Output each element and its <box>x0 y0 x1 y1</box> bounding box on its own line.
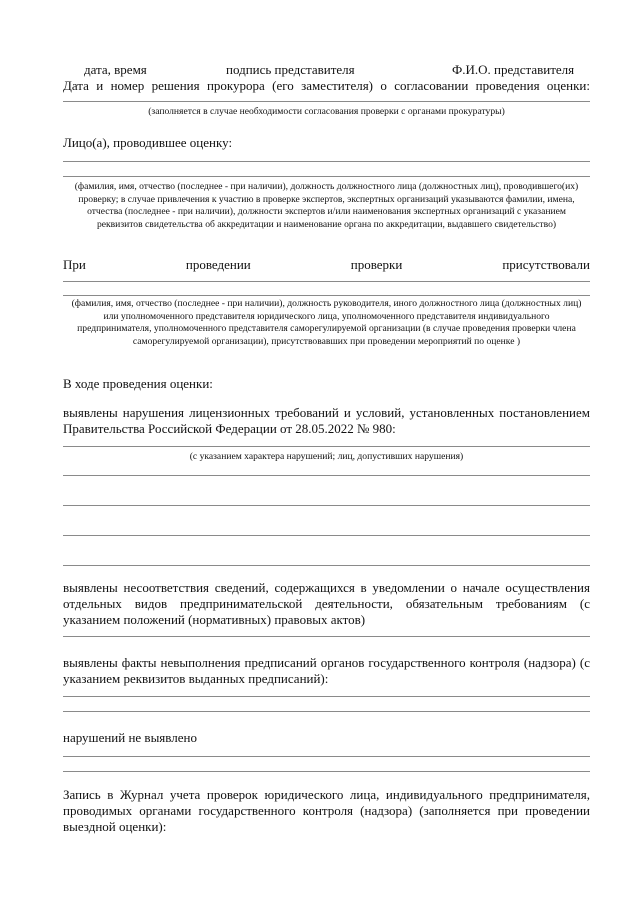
inconsistencies-line[interactable] <box>63 636 590 637</box>
date-time-label: дата, время <box>84 62 147 77</box>
assessor-line-1[interactable] <box>63 161 590 162</box>
present-word-1: При <box>63 257 86 272</box>
present-line-2[interactable] <box>63 295 590 296</box>
non-compliance-line-2[interactable] <box>63 711 590 712</box>
present-line-1[interactable] <box>63 281 590 282</box>
violations-line-4[interactable] <box>63 535 590 536</box>
present-word-3: проверки <box>350 257 403 272</box>
violations-line-1[interactable] <box>63 446 590 447</box>
assessor-line-2[interactable] <box>63 176 590 177</box>
non-compliance-line-1[interactable] <box>63 696 590 697</box>
inconsistencies-text: выявлены несоответствия сведений, содержащихся в уведомлении о начале осуществления отдельных видов предпринимательской деятельности, обязательным требованиям (с указанием положений (нормативных) правовых актов) <box>63 580 590 627</box>
present-word-4: присутствовали <box>502 257 590 272</box>
violations-text: выявлены нарушения лицензионных требований и условий, установленных постановлением Правительства Российской Федерации от 28.05.2022 № 980: <box>63 405 590 436</box>
violations-line-2[interactable] <box>63 475 590 476</box>
assessor-label: Лицо(а), проводившее оценку: <box>63 135 233 150</box>
non-compliance-text: выявлены факты невыполнения предписаний органов государственного контроля (надзора) (с указанием реквизитов выданных предписаний): <box>63 655 590 686</box>
signature-label: подпись представителя <box>226 62 355 77</box>
no-violations-line-1[interactable] <box>63 756 590 757</box>
present-word-2: проведении <box>185 257 251 272</box>
prosecutor-decision-line[interactable] <box>63 101 590 102</box>
prosecutor-decision-label: Дата и номер решения прокурора (его заместителя) о согласовании проведения оценки: <box>63 78 590 93</box>
no-violations-text: нарушений не выявлено <box>63 730 197 745</box>
violations-note: (с указанием характера нарушений; лиц, допустивших нарушения) <box>189 451 464 462</box>
prosecutor-note: (заполняется в случае необходимости согласования проверки с органами прокуратуры) <box>148 106 505 117</box>
assessor-note: (фамилия, имя, отчество (последнее - при наличии), должность должностного лица (должностных лиц), проводившего(их) проверку; в случае привлечения к участию в проверке экспертов, экспертных организаций указываются фамилии, имена, отчества (последнее - при наличии), должности экспертов и/или наименования экспертных организаций с указанием реквизитов свидетельства об аккредитации и наименование органа по аккредитации, выдавшего свидетельство) <box>74 181 579 230</box>
fio-label: Ф.И.О. представителя <box>452 62 575 77</box>
no-violations-line-2[interactable] <box>63 771 590 772</box>
journal-text: Запись в Журнал учета проверок юридического лица, индивидуального предпринимателя, проводимых органами государственного контроля (надзора) (заполняется при проведении выездной оценки): <box>63 787 590 834</box>
violations-line-5[interactable] <box>63 565 590 566</box>
present-note: (фамилия, имя, отчество (последнее - при наличии), должность руководителя, иного должностного лица (должностных лиц) или уполномоченного представителя юридического лица, уполномоченного представителя индивидуального предпринимателя, уполномоченного представителя саморегулируемой организации (в случае проведения проверки члена саморегулируемой организации), присутствовавших при проведении мероприятий по оценке ) <box>71 298 582 347</box>
present-label <box>63 257 590 273</box>
during-assessment-label: В ходе проведения оценки: <box>63 376 213 391</box>
violations-line-3[interactable] <box>63 505 590 506</box>
